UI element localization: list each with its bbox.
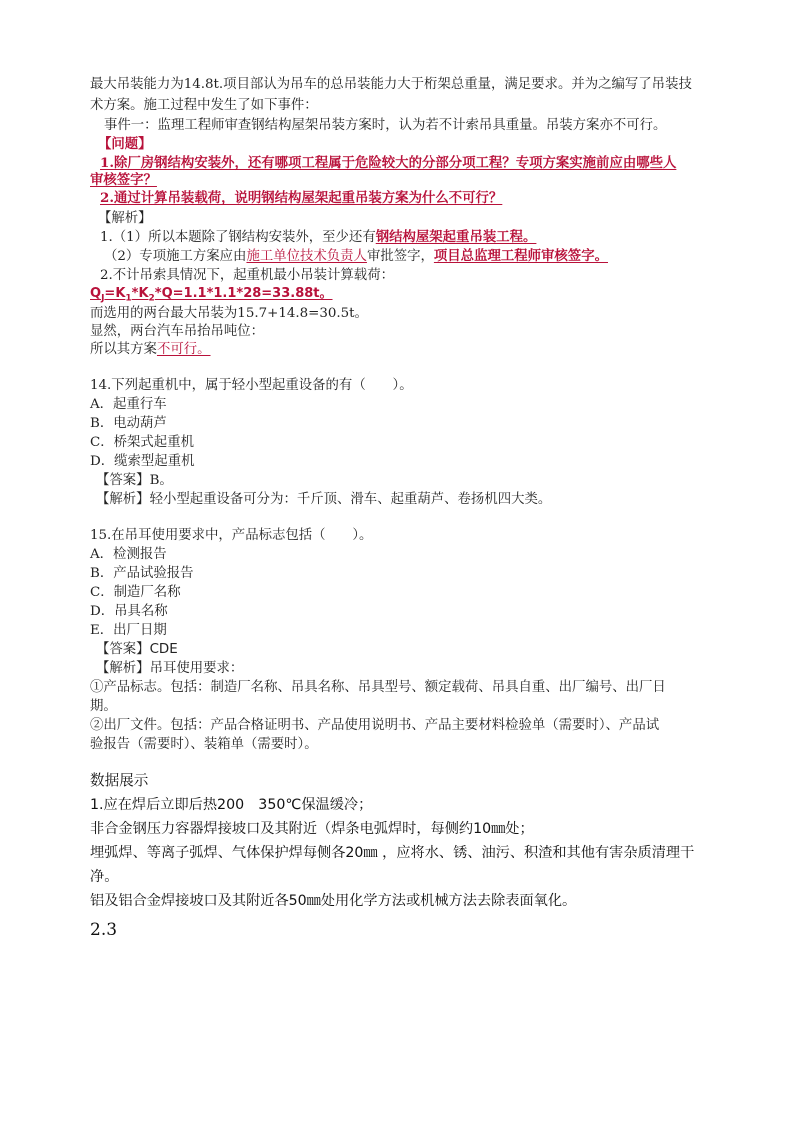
analysis-line-1 xyxy=(100,229,536,246)
q14-option-b: B．电动葫芦 xyxy=(90,416,167,431)
analysis-line-1-emphasis: 钢结构屋架起重吊装工程。 xyxy=(375,229,537,245)
data-line-5: 铝及铝合金焊接坡口及其附近各50㎜处用化学方法或机械方法去除表面氧化。 xyxy=(90,893,577,909)
formula-k2-sub: 2 xyxy=(148,293,155,304)
data-section-title: 数据展示 xyxy=(90,772,149,789)
q15-answer-value: CDE xyxy=(149,642,178,657)
q15-option-e: E．出厂日期 xyxy=(90,623,167,638)
q14-explanation-label: 【解析】 xyxy=(96,492,150,507)
q15-point-2-line-1: ②出厂文件。包括：产品合格证明书、产品使用说明书、产品主要材料检验单（需要时）、产品试 xyxy=(90,718,660,733)
analysis-line-6 xyxy=(90,341,211,358)
formula-q-sub: J xyxy=(101,293,105,304)
formula-q: Q xyxy=(90,286,102,301)
formula-k1-sub: 1 xyxy=(125,293,132,304)
formula-k2: *K xyxy=(131,286,149,301)
event-one-text: 事件一：监理工程师审查钢结构屋架吊装方案时，认为若不计索吊具重量。吊装方案亦不可行。 xyxy=(104,118,667,133)
q15-point-2-line-2: 验报告（需要时）、装箱单（需要时）。 xyxy=(90,737,318,752)
q15-answer-label: 【答案】 xyxy=(96,642,150,657)
data-line-3: 埋弧焊、等离子弧焊、气体保护焊每侧各20㎜ ，应将水、锈、油污、积渣和其他有害杂质清理干 xyxy=(90,845,695,861)
formula-result: *Q=1.1*1.1*28=33.88t。 xyxy=(154,286,333,301)
q15-option-d: D．吊具名称 xyxy=(90,604,168,619)
q14-option-a: A．起重行车 xyxy=(90,397,167,412)
q15-option-a: A．检测报告 xyxy=(90,547,167,562)
q14-explanation-text: 轻小型起重设备可分为：千斤顶、滑车、起重葫芦、卷扬机四大类。 xyxy=(149,492,552,507)
q14-stem: 14.下列起重机中，属于轻小型起重设备的有（ ）。 xyxy=(90,378,413,393)
analysis-line-2-emphasis-2: 项目总监理工程师审核签字。 xyxy=(433,248,608,264)
q15-stem: 15.在吊耳使用要求中，产品标志包括（ ）。 xyxy=(90,528,373,543)
q14-answer-value: B。 xyxy=(149,473,173,488)
q15-point-1-line-2: 期。 xyxy=(90,699,117,714)
q15-option-c: C．制造厂名称 xyxy=(90,585,181,600)
intro-line-1: 最大吊装能力为14.8t.项目部认为吊车的总吊装能力大于桁架总重量，满足要求。并为之编写了吊装技 xyxy=(90,77,692,92)
q14-option-d: D．缆索型起重机 xyxy=(90,454,195,469)
question-1-line-1: 1.除厂房钢结构安装外，还有哪项工程属于危险较大的分部分项工程？专项方案实施前应由哪些人 xyxy=(100,155,677,171)
q15-explanation xyxy=(96,660,243,677)
q14-explanation xyxy=(96,491,551,508)
analysis-line-1-text: 1.（1）所以本题除了钢结构安装外，至少还有 xyxy=(100,230,376,245)
q14-answer-label: 【答案】 xyxy=(96,473,150,488)
question-2: 2.通过计算吊装载荷，说明钢结构屋架起重吊装方案为什么不可行？ xyxy=(100,190,503,206)
analysis-line-6-emphasis: 不可行。 xyxy=(156,342,211,357)
q14-option-c: C．桥架式起重机 xyxy=(90,435,194,450)
data-line-4: 净。 xyxy=(90,869,119,885)
analysis-line-2 xyxy=(104,248,608,265)
intro-line-2: 术方案。施工过程中发生了如下事件： xyxy=(90,98,318,113)
question-header: 【问题】 xyxy=(98,136,152,152)
analysis-line-5: 显然，两台汽车吊抬吊吨位： xyxy=(90,324,265,339)
data-line-6: 2.3 xyxy=(90,920,118,940)
data-line-1: 1.应在焊后立即后热200 350℃保温缓冷； xyxy=(90,797,373,813)
analysis-line-2-mid: 审批签字， xyxy=(366,249,434,264)
analysis-line-6-text: 所以其方案 xyxy=(90,342,157,357)
data-line-2: 非合金钢压力容器焊接坡口及其附近（焊条电弧焊时，每侧约10㎜处； xyxy=(90,821,534,837)
q15-option-b: B．产品试验报告 xyxy=(90,566,194,581)
q15-explanation-label: 【解析】 xyxy=(96,661,150,676)
q14-answer xyxy=(96,472,173,489)
q15-answer xyxy=(96,641,178,658)
question-1-line-2: 审核签字？ xyxy=(90,172,157,188)
analysis-line-2-emphasis-1: 施工单位技术负责人 xyxy=(246,249,367,264)
formula-k1: =K xyxy=(104,286,126,301)
q15-explanation-text: 吊耳使用要求： xyxy=(149,661,244,676)
q15-point-1-line-1: ①产品标志。包括：制造厂名称、吊具名称、吊具型号、额定载荷、吊具自重、出厂编号、出厂日 xyxy=(90,680,666,695)
analysis-line-2-text: （2）专项施工方案应由 xyxy=(104,249,247,264)
analysis-line-3: 2.不计吊索具情况下，起重机最小吊装计算载荷： xyxy=(100,268,394,283)
analysis-line-4: 而选用的两台最大吊装为15.7+14.8=30.5t。 xyxy=(90,306,368,321)
analysis-header: 【解析】 xyxy=(98,211,152,226)
